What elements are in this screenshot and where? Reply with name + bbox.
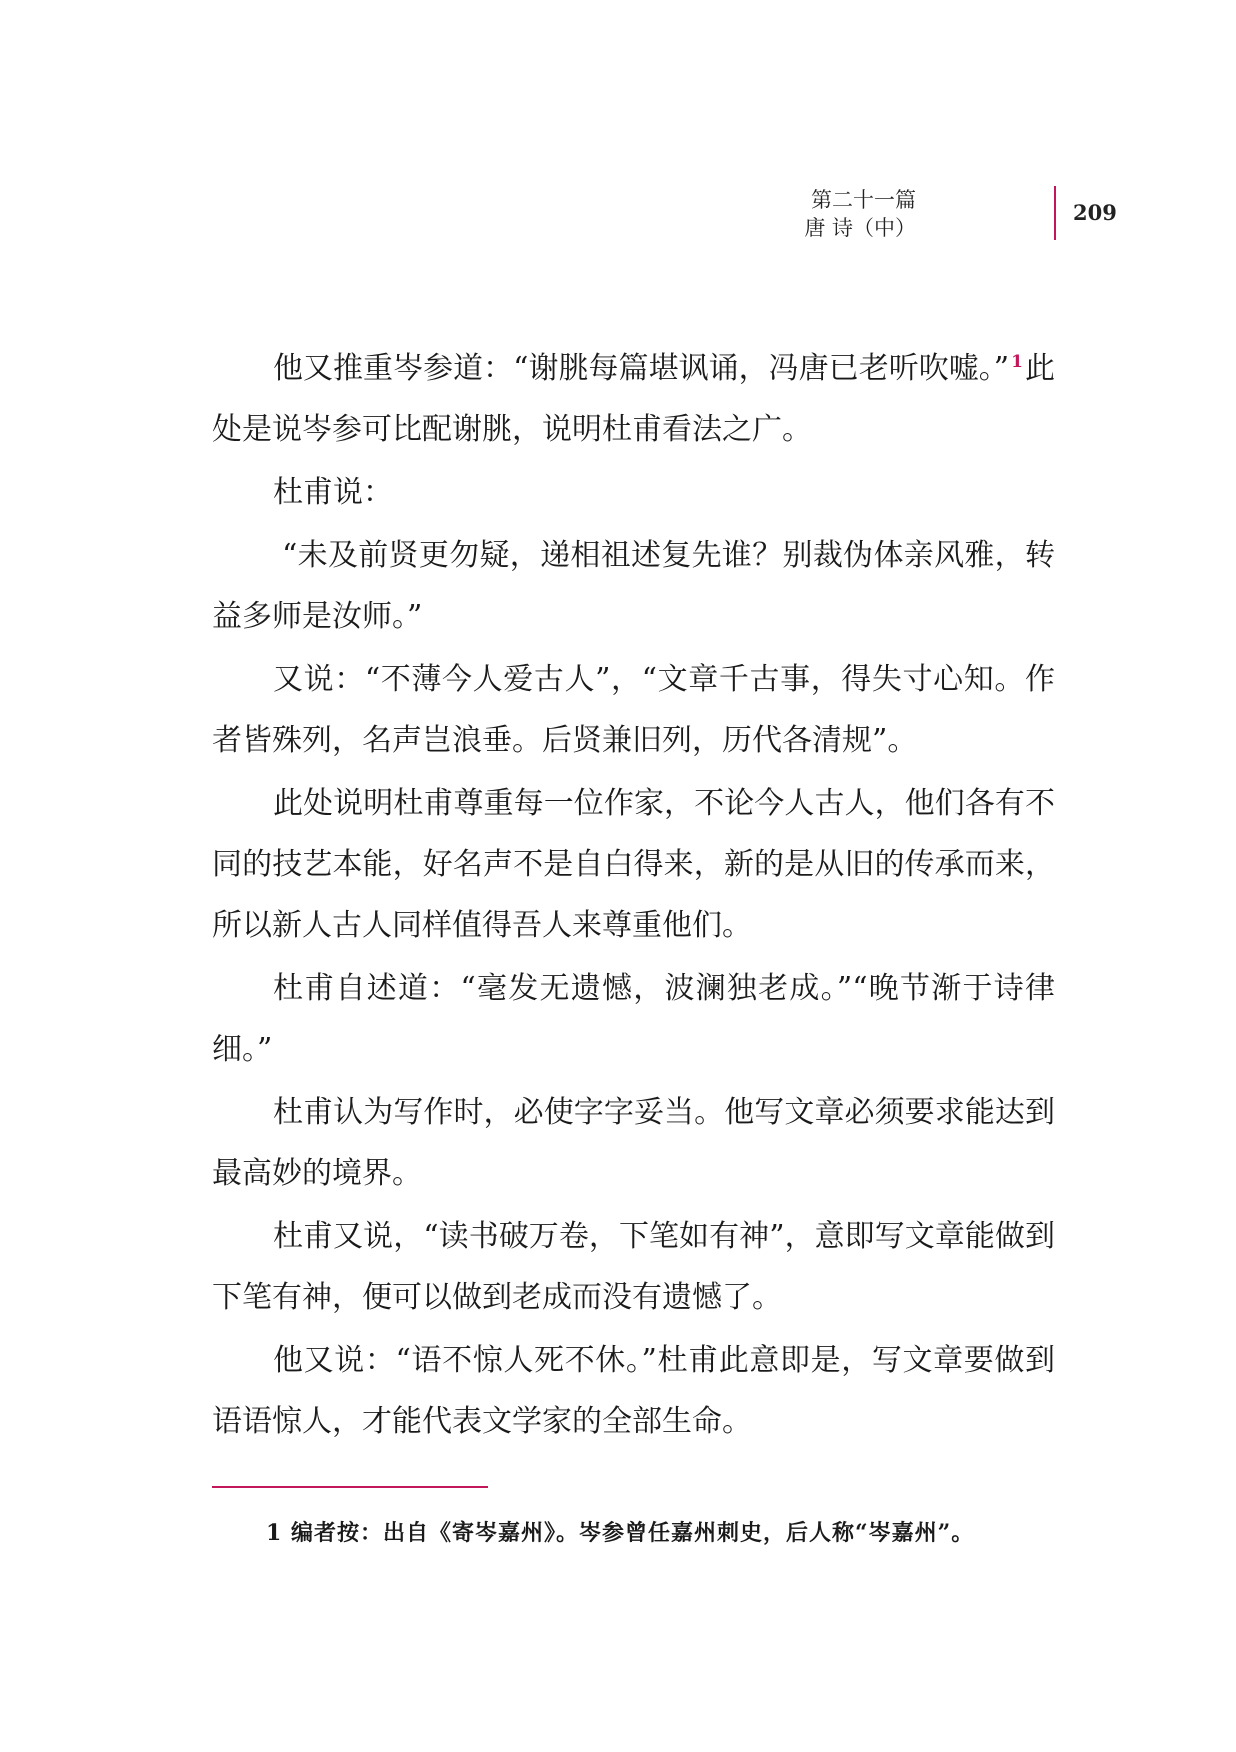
paragraph: 杜甫说： xyxy=(273,475,393,510)
footnote: 1 编者按：出自《寄岑嘉州》。岑参曾任嘉州刺史，后人称“岑嘉州”。 xyxy=(266,1520,975,1546)
paragraph: 杜甫自述道：“毫发无遗憾，波澜独老成。”“晚节渐于诗律细。” xyxy=(212,971,1055,1067)
running-head xyxy=(804,186,916,242)
footnote-reference[interactable]: 1 xyxy=(1011,352,1023,372)
body-text xyxy=(212,338,1055,1454)
paragraph-text: 他又推重岑参道：“谢朓每篇堪讽诵，冯唐已老听吹嘘。” xyxy=(273,351,1010,386)
paragraph: 又说：“不薄今人爱古人”，“文章千古事，得失寸心知。作者皆殊列，名声岂浪垂。后贤兼旧列，历代各清规”。 xyxy=(212,662,1055,758)
paragraph-text-continued: 此处是说岑参可比配谢朓，说明杜甫看法之广。 xyxy=(212,351,1055,447)
header-divider xyxy=(1054,186,1056,240)
paragraph: 此处说明杜甫尊重每一位作家，不论今人古人，他们各有不同的技艺本能，好名声不是自白得来，新的是从旧的传承而来，所以新人古人同样值得吾人来尊重他们。 xyxy=(212,786,1055,943)
quoted-poem: “未及前贤更勿疑，递相祖述复先谁？别裁伪体亲风雅，转益多师是汝师。” xyxy=(212,538,1055,634)
page-number: 209 xyxy=(1073,200,1117,225)
footnote-divider xyxy=(212,1486,488,1488)
chapter-subtitle: 唐 诗（中） xyxy=(804,216,916,240)
paragraph xyxy=(212,338,1055,460)
paragraph: 杜甫认为写作时，必使字字妥当。他写文章必须要求能达到最高妙的境界。 xyxy=(212,1095,1055,1191)
paragraph: 他又说：“语不惊人死不休。”杜甫此意即是，写文章要做到语语惊人，才能代表文学家的全部生命。 xyxy=(212,1343,1055,1439)
chapter-label: 第二十一篇 xyxy=(811,188,916,212)
paragraph: 杜甫又说，“读书破万卷，下笔如有神”，意即写文章能做到下笔有神，便可以做到老成而没有遗憾了。 xyxy=(212,1219,1055,1315)
